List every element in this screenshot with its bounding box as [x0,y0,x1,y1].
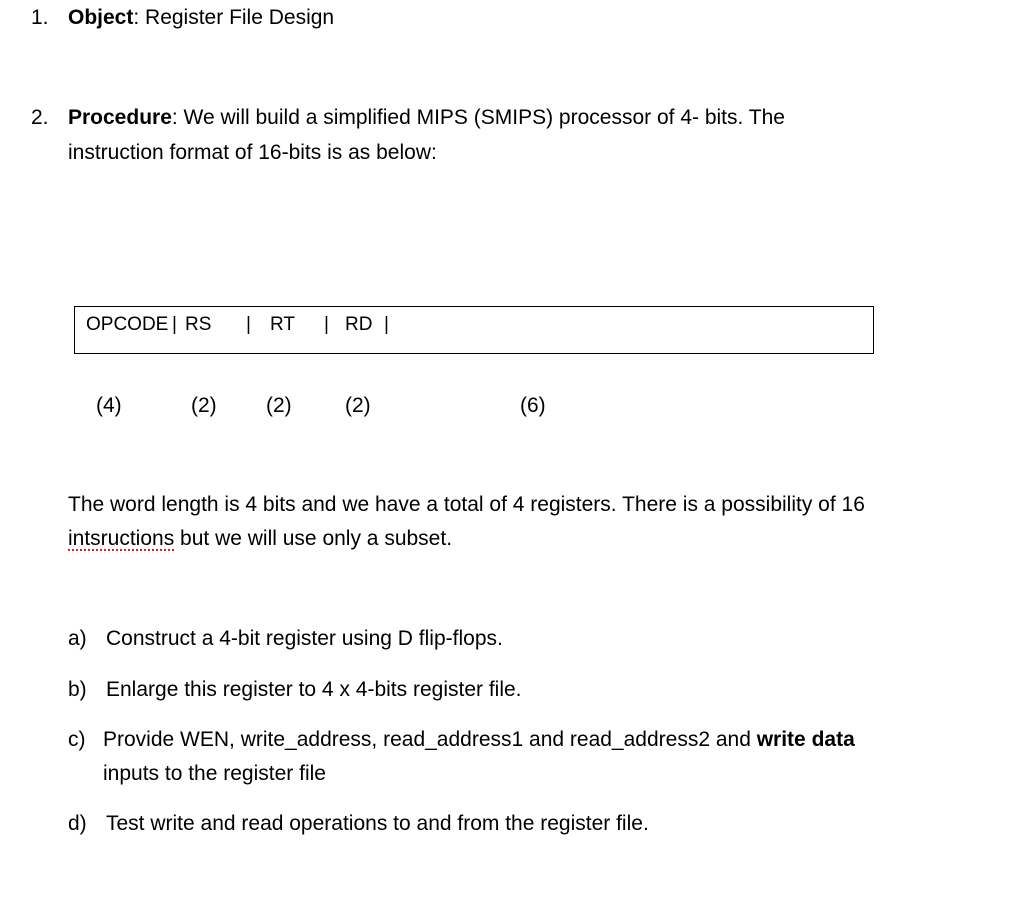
separator-1: | [172,314,177,335]
section-object [68,4,334,32]
separator-3: | [324,314,329,335]
section-number-2: 2. [31,106,49,129]
procedure-text: We will build a simplified MIPS (SMIPS) processor of 4- bits. The [177,106,785,129]
paragraph-line-2 [68,525,452,553]
task-c-bold: write data [756,728,855,751]
procedure-colon: : [171,106,178,129]
task-c-label: c) [68,728,86,751]
field-rs: RS [185,314,212,335]
task-c-text: Provide WEN, write_address, read_address1 and read_address2 and [103,728,757,751]
field-opcode: OPCODE [86,314,169,335]
separator-2: | [246,314,251,335]
paragraph-line-1: The word length is 4 bits and we have a total of 4 registers. There is a possibility of 16 [68,493,865,516]
procedure-heading: Procedure [68,106,172,129]
procedure-line-2: instruction format of 16-bits is as below: [68,141,437,164]
width-rt: (2) [266,394,292,417]
field-rd: RD [345,314,373,335]
task-a-label: a) [68,627,87,650]
field-rt: RT [270,314,295,335]
task-d-label: d) [68,812,87,835]
separator-4: | [384,314,389,335]
width-remaining: (6) [520,394,546,417]
task-c-line-1 [103,726,855,754]
width-rs: (2) [191,394,217,417]
misspelled-word: intsructions [68,527,175,550]
object-heading: Object [68,6,134,29]
procedure-line-1 [68,104,785,132]
object-colon: : [133,6,140,29]
object-text: Register File Design [139,6,335,29]
task-c-line-2: inputs to the register file [103,762,326,785]
width-opcode: (4) [96,394,122,417]
task-a-text: Construct a 4-bit register using D flip-flops. [106,627,503,650]
task-b-label: b) [68,678,87,701]
task-d-text: Test write and read operations to and from the register file. [106,812,649,835]
section-number-1: 1. [31,6,49,29]
task-b-text: Enlarge this register to 4 x 4-bits register file. [106,678,522,701]
width-rd: (2) [345,394,371,417]
paragraph-line-2-rest: but we will use only a subset. [174,527,453,550]
